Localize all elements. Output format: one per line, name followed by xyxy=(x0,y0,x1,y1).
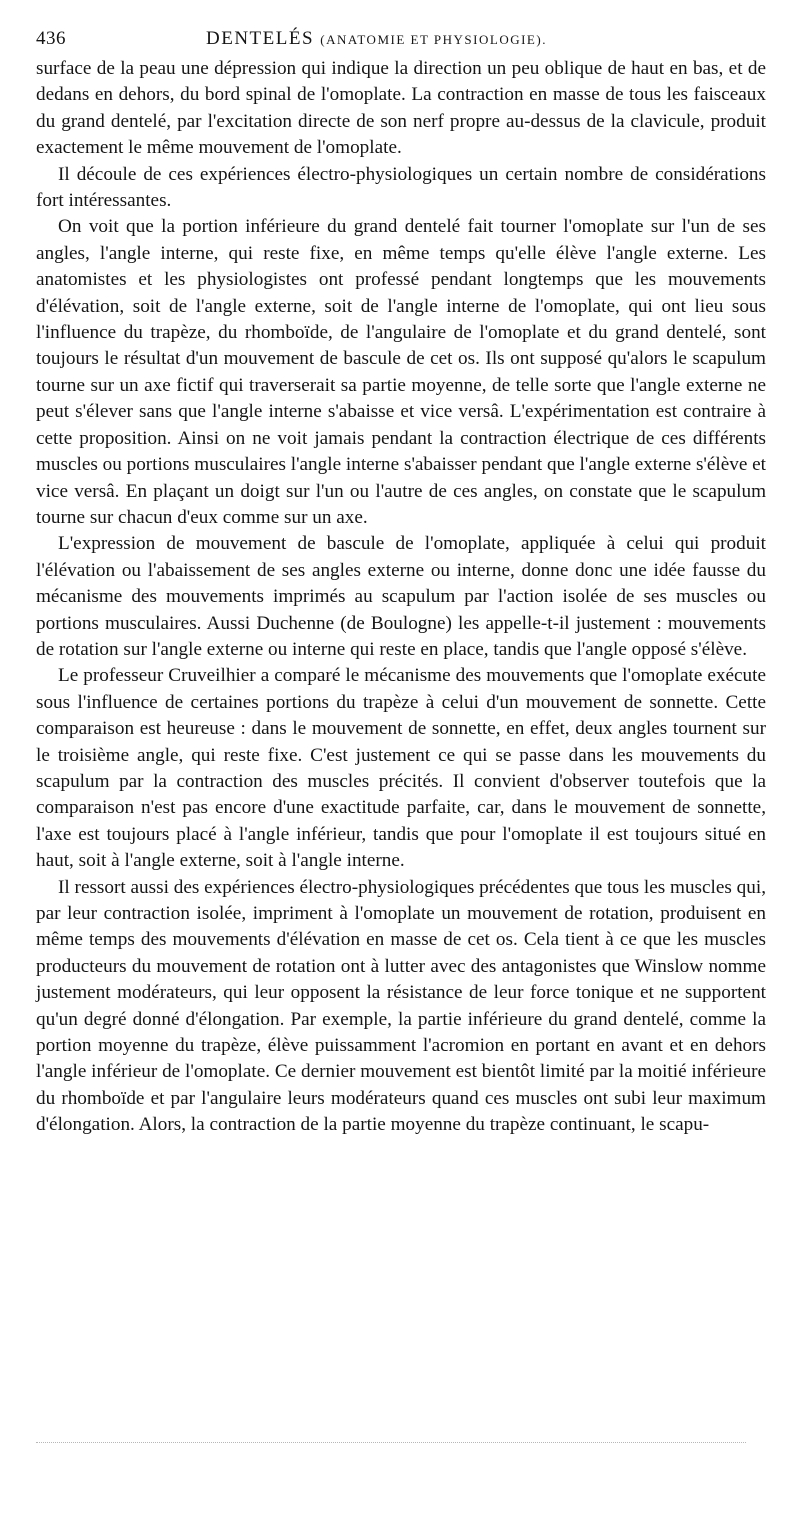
scan-artifact-rule xyxy=(36,1442,746,1443)
paragraph: Il découle de ces expériences électro-physiologiques un certain nombre de considérations fort intéressantes. xyxy=(36,163,766,212)
paragraph: On voit que la portion inférieure du grand dentelé fait tourner l'omoplate sur l'un de ses angles, l'angle interne, qui reste fixe, en même temps qu'elle élève l'angle externe. Les anatomistes et les physiologistes ont professé pendant longtemps que les mouvements d'élévation, soit de l'angle externe, soit de l'angle interne de l'omoplate, qui ont lieu sous l'influence du trapèze, du rhomboïde, de l'angulaire de l'omoplate et du grand dentelé, sont toujours le résultat d'un mouvement de bascule de cet os. Ils ont supposé qu'alors le scapulum tourne sur un axe fictif qui traverserait sa partie moyenne, de telle sorte que l'angle externe ne peut s'élever sans que l'angle interne s'abaisse et vice versâ. L'expérimentation est contraire à cette proposition. Ainsi on ne voit jamais pendant la contraction électrique de ces différents muscles ou portions musculaires l'angle interne s'abaisser pendant que l'angle externe s'élève et vice versâ. En plaçant un doigt sur l'un ou l'autre de ces angles, on constate que le scapulum tourne sur chacun d'eux comme sur un axe. xyxy=(36,216,766,528)
page-number: 436 xyxy=(36,28,66,49)
paragraph: Le professeur Cruveilhier a comparé le mécanisme des mouvements que l'omoplate exécute sous l'influence de certaines portions du trapèze à celui d'un mouvement de sonnette. Cette comparaison est heureuse : dans le mouvement de sonnette, en effet, deux angles tournent sur le troisième angle, qui reste fixe. C'est justement ce qui se passe dans les mouvements du scapulum par la contraction des muscles précités. Il convient d'observer toutefois que la comparaison n'est pas encore d'une exactitude parfaite, car, dans le mouvement de sonnette, l'axe est toujours placé à l'angle inférieur, tandis que pour l'omoplate il est toujours situé en haut, soit à l'angle externe, soit à l'angle interne. xyxy=(36,665,766,872)
body-text xyxy=(36,56,766,1139)
running-title-subtitle: (ANATOMIE ET PHYSIOLOGIE). xyxy=(320,32,547,47)
paragraph: Il ressort aussi des expériences électro-physiologiques précédentes que tous les muscles qui, par leur contraction isolée, impriment à l'omoplate un mouvement de rotation, produisent en même temps des mouvements d'élévation en masse de cet os. Cela tient à ce que les muscles producteurs du mouvement de rotation ont à lutter avec des antagonistes que Winslow nomme justement modérateurs, qui leur opposent la résistance de leur force tonique et ne supportent qu'un degré donné d'élongation. Par exemple, la partie inférieure du grand dentelé, comme la portion moyenne du trapèze, élève puissamment l'acromion en portant en avant et en dehors l'angle inférieur de l'omoplate. Ce dernier mouvement est bientôt limité par la moitié inférieure du rhomboïde et par l'angulaire leurs modérateurs quand ces muscles ont subi leur maximum d'élongation. Alors, la contraction de la partie moyenne du trapèze continuant, le scapu- xyxy=(36,876,766,1136)
book-page xyxy=(36,28,766,1139)
running-head xyxy=(36,28,766,54)
running-title xyxy=(206,28,547,50)
paragraph: L'expression de mouvement de bascule de l'omoplate, appliquée à celui qui produit l'élévation ou l'abaissement de ses angles externe ou interne, donne donc une idée fausse du mécanisme des mouvements imprimés au scapulum par l'action isolée de ses muscles ou portions musculaires. Aussi Duchenne (de Boulogne) les appelle-t-il justement : mouvements de rotation sur l'angle externe ou interne qui reste en place, tandis que l'angle opposé s'élève. xyxy=(36,533,766,660)
paragraph-continuation: surface de la peau une dépression qui indique la direction un peu oblique de haut en bas, et de dedans en dehors, du bord spinal de l'omoplate. La contraction en masse de tous les faisceaux du grand dentelé, par l'excitation directe de son nerf propre au-dessus de la clavicule, produit exactement le même mouvement de l'omoplate. xyxy=(36,58,766,159)
running-title-main: DENTELÉS xyxy=(206,28,315,49)
